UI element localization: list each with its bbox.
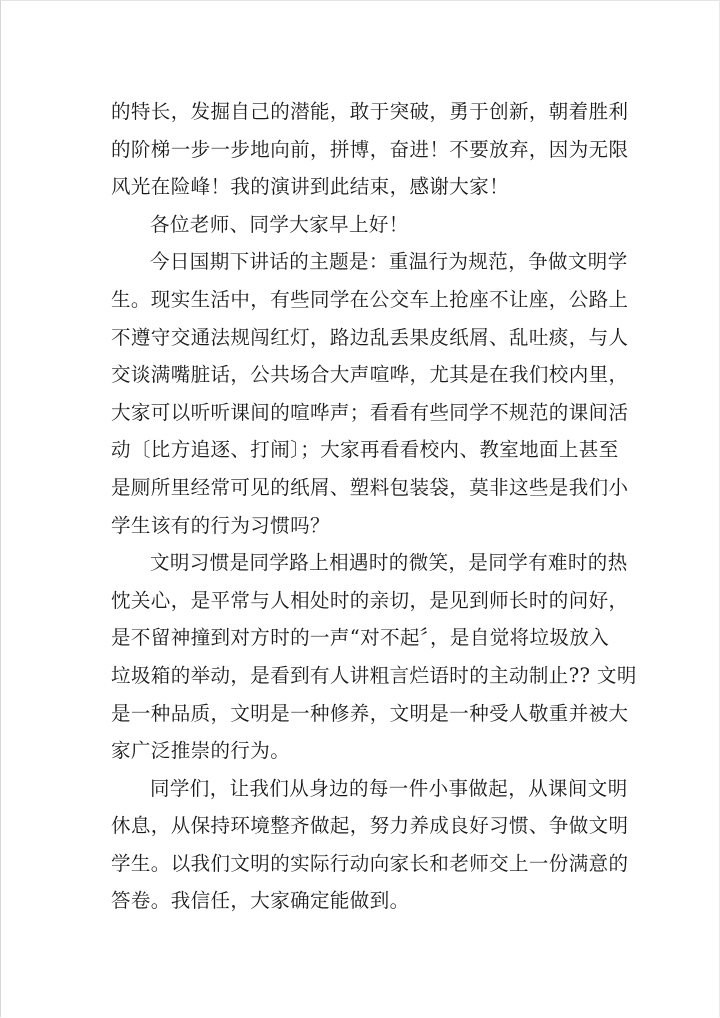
text-line: 是厕所里经常可见的纸屑、塑料包装袋，莫非这些是我们小 xyxy=(111,475,629,499)
document-body xyxy=(111,93,637,920)
text-line: 是一种品质，文明是一种修养，文明是一种受人敬重并被大 xyxy=(111,701,629,725)
text-line: 的特长，发掘自己的潜能，敢于突破，勇于创新，朝着胜利 xyxy=(111,100,629,123)
paragraph-start-line: 文明习惯是同学路上相遇时的微笑，是同学有难时的热 xyxy=(150,551,628,575)
text-line: 交谈满嘴脏话，公共场合大声喧哗，尤其是在我们校内里， xyxy=(111,363,629,387)
text-line: 生。现实生活中，有些同学在公交车上抢座不让座，公路上 xyxy=(111,287,629,311)
text-line: 学生该有的行为习惯吗？ xyxy=(111,513,330,537)
text-line: 大家可以听听课间的喧哗声；看看有些同学不规范的课间活 xyxy=(111,400,629,424)
text-line: 家广泛推崇的行为。 xyxy=(111,739,291,763)
text-line: 不遵守交通法规闯红灯，路边乱丢果皮纸屑、乱吐痰，与人 xyxy=(111,325,629,349)
text-line: 答卷。我信任，大家确定能做到。 xyxy=(111,889,410,913)
text-line: 休息，从保持环境整齐做起，努力养成良好习惯、争做文明 xyxy=(111,814,629,838)
text-line: 学生。以我们文明的实际行动向家长和老师交上一份满意的 xyxy=(111,851,629,875)
text-line: 的阶梯一步一步地向前，拼博，奋进！不要放弃，因为无限 xyxy=(111,137,629,161)
greeting-line: 各位老师、同学大家早上好！ xyxy=(150,212,409,236)
text-line: 垃圾箱的举动，是看到有人讲粗言烂语时的主动制止?? 文明 xyxy=(111,663,637,687)
text-line: 风光在险峰！我的演讲到此结束，感谢大家！ xyxy=(111,175,510,199)
text-line: 是不留神撞到对方时的一声“对不起〞，是自觉将垃圾放入 xyxy=(111,626,610,650)
paragraph-start-line: 今日国期下讲话的主题是：重温行为规范，争做文明学 xyxy=(150,250,628,274)
text-line: 动〔比方追逐、打闹〕；大家再看看校内、教室地面上甚至 xyxy=(111,438,619,462)
paragraph-start-line: 同学们，让我们从身边的每一件小事做起，从课间文明 xyxy=(150,776,628,800)
text-line: 忱关心，是平常与人相处时的亲切，是见到师长时的问好， xyxy=(111,588,629,612)
